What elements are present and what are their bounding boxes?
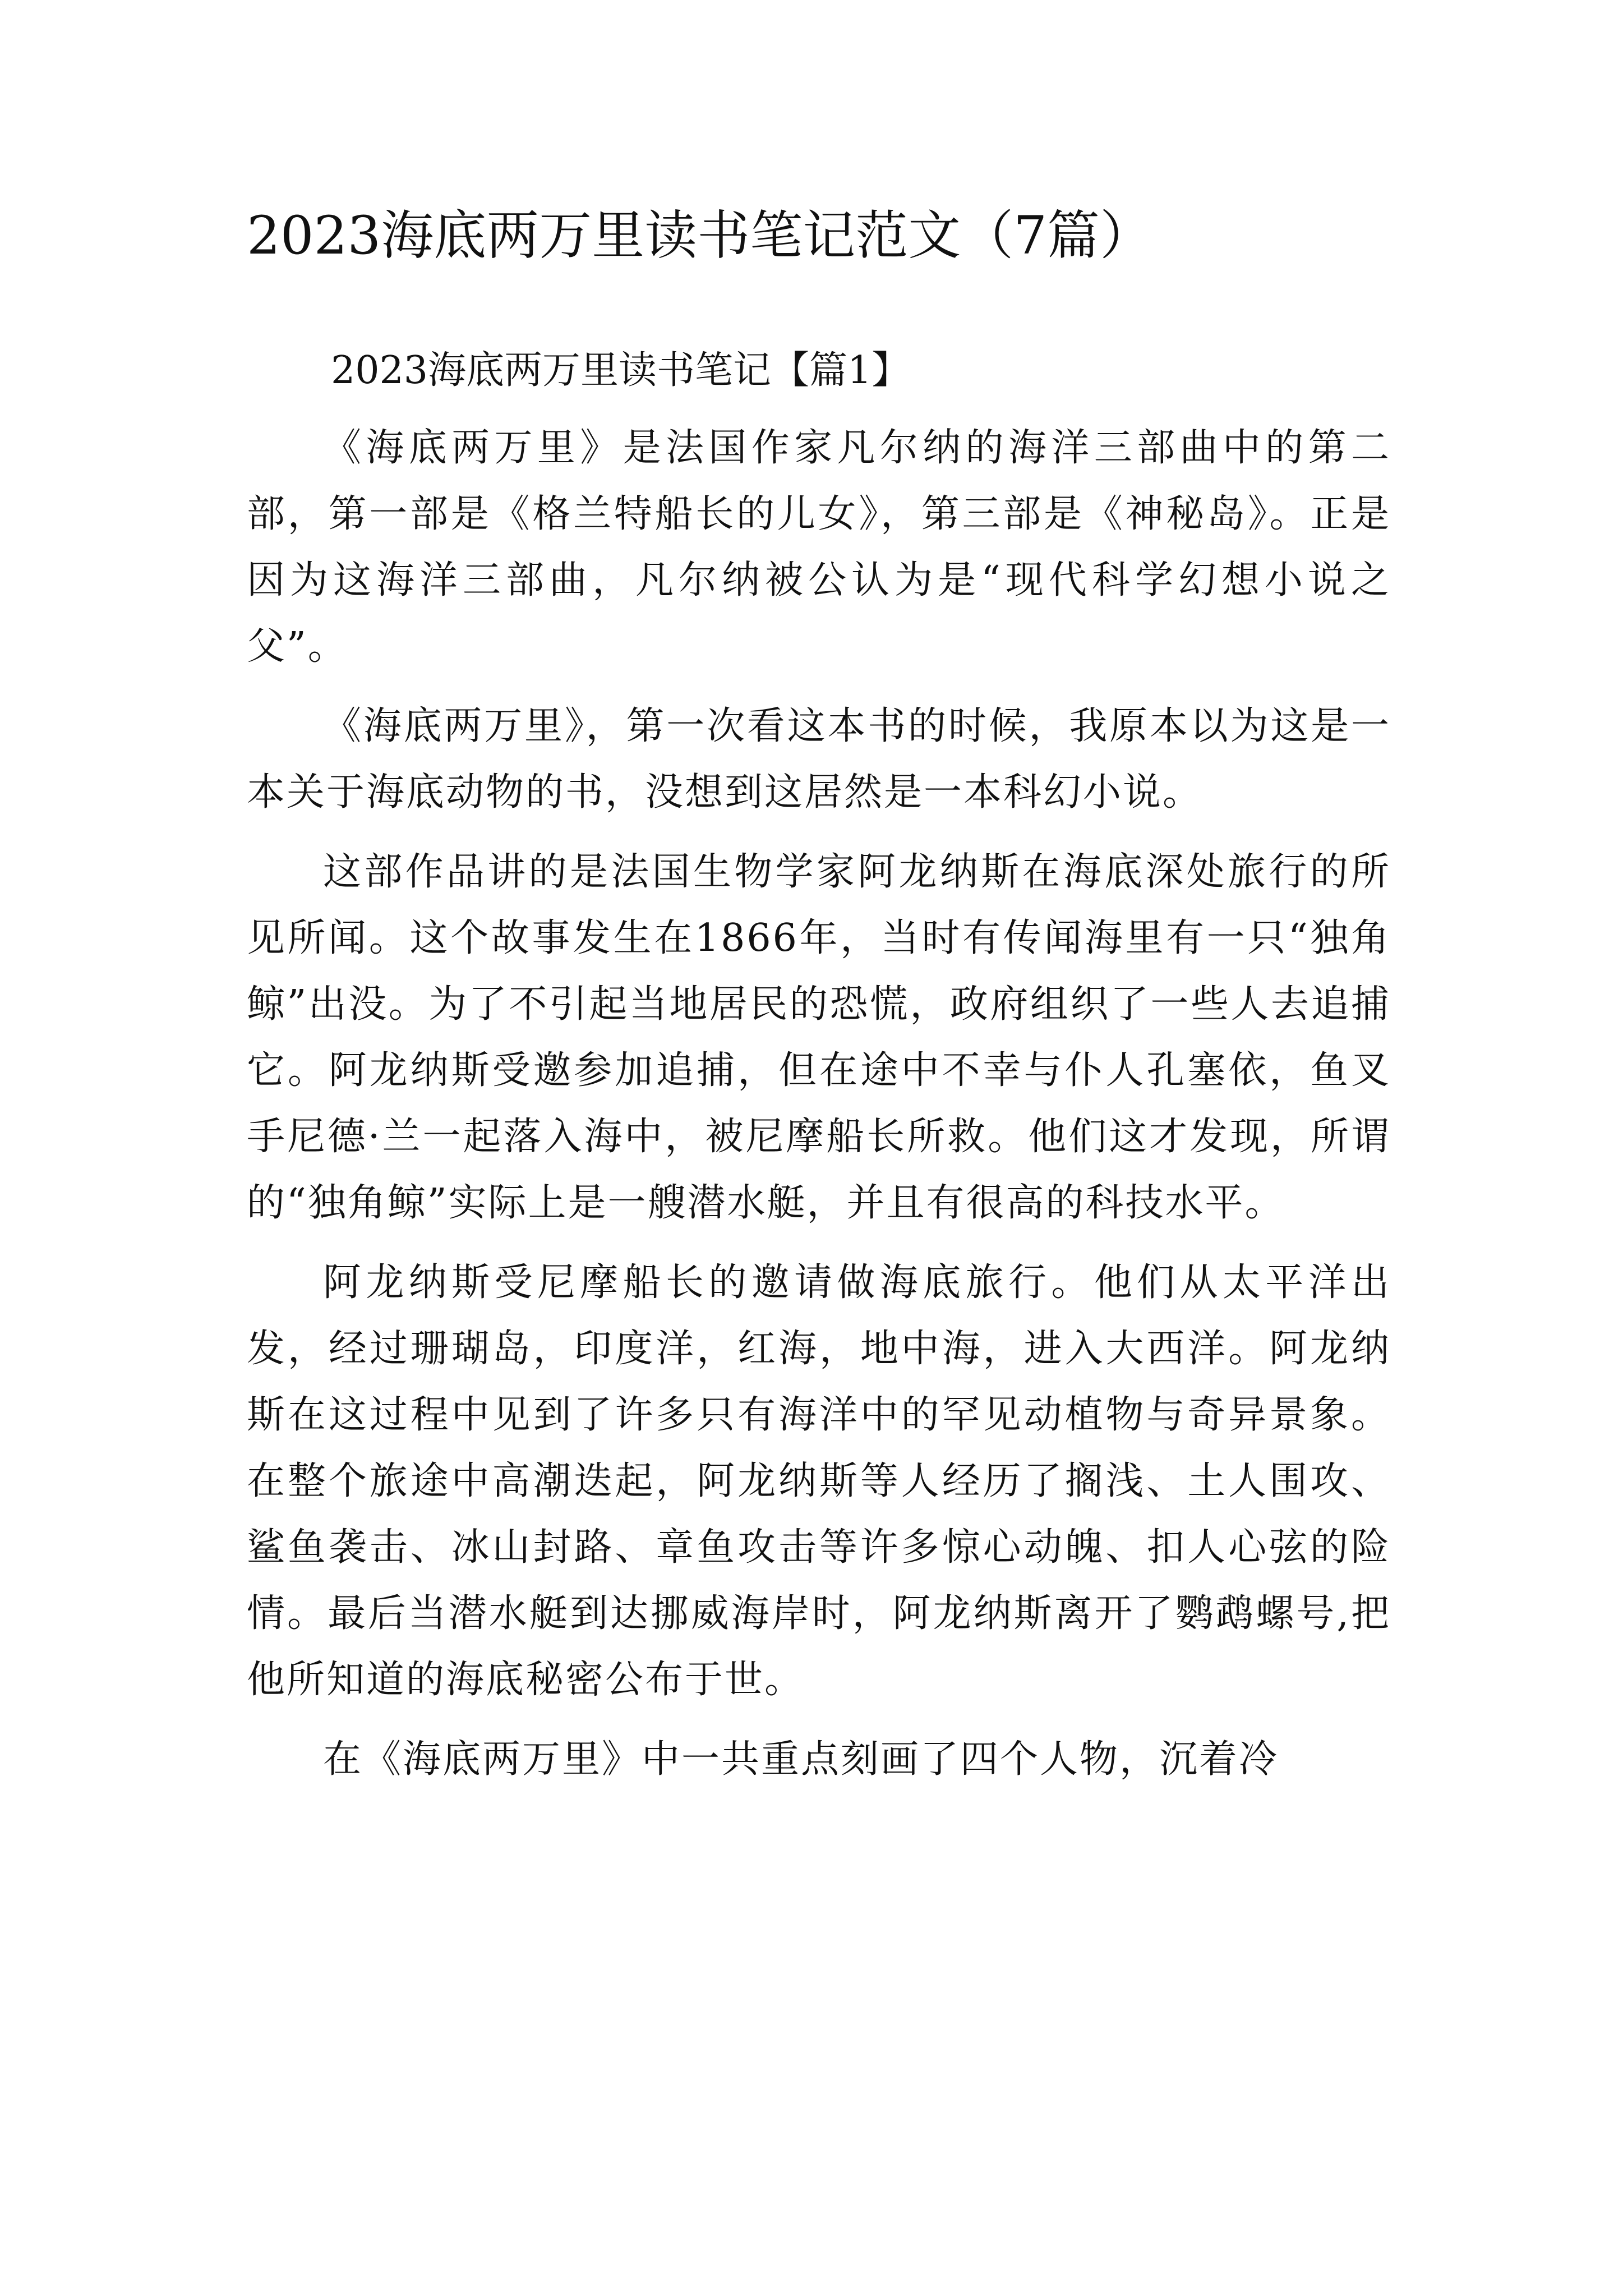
body-text xyxy=(247,415,1391,1806)
section-heading: 2023海底两万里读书笔记【篇1】 xyxy=(331,348,910,393)
paragraph-4: 阿龙纳斯受尼摩船长的邀请做海底旅行。他们从太平洋出发，经过珊瑚岛，印度洋，红海，地中海，进入大西洋。阿龙纳斯在这过程中见到了许多只有海洋中的罕见动植物与奇异景象。在整个旅途中高潮迭起，阿龙纳斯等人经历了搁浅、土人围攻、鲨鱼袭击、冰山封路、章鱼攻击等许多惊心动魄、扣人心弦的险情。最后当潜水艇到达挪威海岸时，阿龙纳斯离开了鹦鹉螺号,把他所知道的海底秘密公布于世。 xyxy=(247,1260,1391,1702)
paragraph-1: 《海底两万里》是法国作家凡尔纳的海洋三部曲中的第二部，第一部是《格兰特船长的儿女》，第三部是《神秘岛》。正是因为这海洋三部曲，凡尔纳被公认为是“现代科学幻想小说之父”。 xyxy=(247,426,1391,669)
paragraph-3: 这部作品讲的是法国生物学家阿龙纳斯在海底深处旅行的所见所闻。这个故事发生在1866年，当时有传闻海里有一只“独角鲸”出没。为了不引起当地居民的恐慌，政府组织了一些人去追捕它。阿龙纳斯受邀参加追捕，但在途中不幸与仆人孔塞依，鱼叉手尼德·兰一起落入海中，被尼摩船长所救。他们这才发现，所谓的“独角鲸”实际上是一艘潜水艇，并且有很高的科技水平。 xyxy=(247,850,1391,1225)
paragraph-2: 《海底两万里》，第一次看这本书的时候，我原本以为这是一本关于海底动物的书，没想到这居然是一本科幻小说。 xyxy=(247,704,1391,815)
document-title: 2023海底两万里读书笔记范文（7篇） xyxy=(247,205,1153,266)
paragraph-5: 在《海底两万里》中一共重点刻画了四个人物，沉着冷 xyxy=(323,1737,1279,1782)
